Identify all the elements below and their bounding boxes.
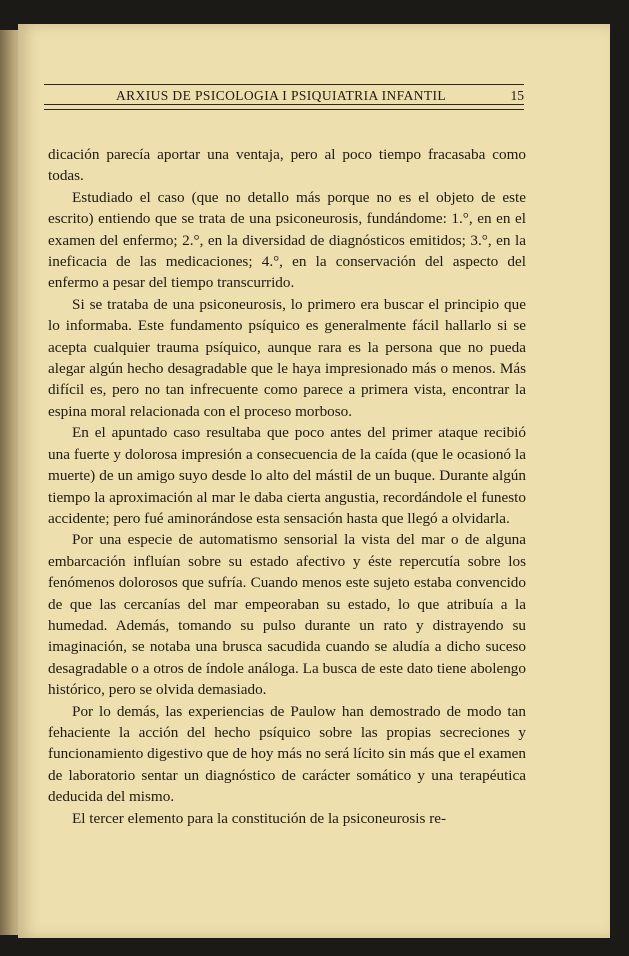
body-text: [48, 144, 526, 829]
header-rule-bottom: [44, 104, 524, 105]
page-number: 15: [507, 88, 525, 104]
paragraph: dicación parecía aportar una ventaja, pero al poco tiempo fracasaba como todas.: [48, 146, 526, 185]
paragraph: Si se trataba de una psiconeurosis, lo primero era buscar el principio que lo informaba. Este fundamento psíquico es generalmente fácil hallarlo si se acepta cualquier trauma psíquico, aunque rara es la persona que no pueda alegar algún hecho desagradable que le haya impresionado más o menos. Más difícil es, pero no tan infrecuente como parece a primera vista, encontrar la espina moral relacionada con el proceso morboso.: [48, 295, 526, 420]
paragraph: El tercer elemento para la constitución de la psiconeurosis re-: [72, 809, 447, 827]
running-header: [44, 84, 524, 134]
header-rule-top: [44, 84, 524, 85]
header-rule-bottom-double: [44, 109, 524, 110]
paragraph: En el apuntado caso resultaba que poco antes del primer ataque recibió una fuerte y dolorosa impresión a consecuencia de la caída (que le ocasionó la muerte) de un amigo suyo desde lo alto del mástil de un buque. Durante algún tiempo la aproximación al mar le daba cierta angustia, recordándole el funesto accidente; pero fué aminorándose esta sensación hasta que llegó a olvidarla.: [48, 424, 526, 527]
journal-title: ARXIUS DE PSICOLOGIA I PSIQUIATRIA INFANTIL: [112, 88, 450, 104]
paragraph: Por una especie de automatismo sensorial la vista del mar o de alguna embarcación influían sobre su estado afectivo y éste repercutía sobre los fenómenos dolorosos que sufría. Cuando menos este sujeto estaba convencido de que las cercanías del mar empeoraban su estado, lo que atribuía a la humedad. Además, tomando su pulso durante un rato y distrayendo su imaginación, se notaba una brusca sacudida cuando se aludía a dicho suceso desagradable o a otros de índole análoga. La busca de este dato tiene abolengo histórico, pero se olvida demasiado.: [48, 531, 526, 699]
paragraph: Estudiado el caso (que no detallo más porque no es el objeto de este escrito) entiendo que se trata de una psiconeurosis, fundándome: 1.°, en en el examen del enfermo; 2.°, en la diversidad de diagnósticos emitidos; 3.°, en la ineficacia de las medicaciones; 4.°, en la conservación del aspecto del enfermo a pesar del tiempo transcurrido.: [48, 188, 526, 292]
paragraph: Por lo demás, las experiencias de Paulow han demostrado de modo tan fehaciente la acción del hecho psíquico sobre las propias secreciones y funcionamiento digestivo que de hoy más no será lícito sin más que el examen de laboratorio sentar un diagnóstico de carácter somático y una terapéutica deducida del mismo.: [48, 702, 526, 806]
